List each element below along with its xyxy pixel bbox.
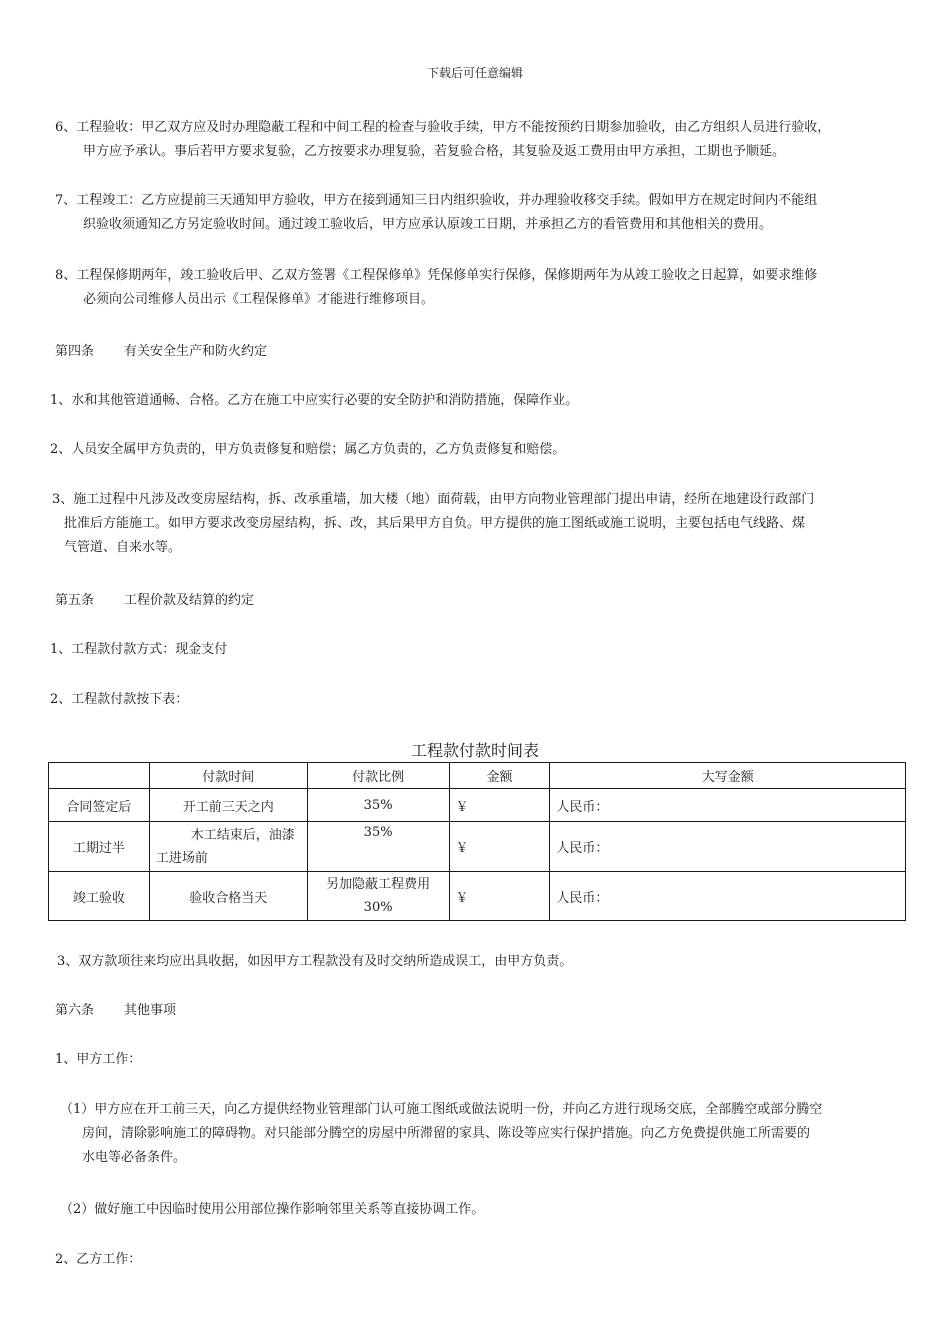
section-4-item-3 — [52, 488, 922, 560]
rmb-cell: 人民币： — [550, 789, 906, 822]
section-4-number: 第四条 — [55, 344, 95, 359]
section-6-sub-1-line3: 水电等必备条件。 — [82, 1150, 187, 1165]
section-6-sub-1-line2: 房间，清除影响施工的障碍物。对只能部分腾空的房屋中所滞留的家具、陈设等应实行保护措施。向乙方免费提供施工所需要的 — [82, 1126, 811, 1141]
section-5-heading — [55, 589, 254, 613]
clause-7 — [55, 189, 925, 237]
payment-table-title: 工程款付款时间表 — [410, 741, 539, 760]
amount-cell: ￥ — [449, 789, 550, 822]
section-5-number: 第五条 — [55, 593, 95, 608]
section-6-item-1: 1、甲方工作： — [55, 1052, 142, 1067]
payment-schedule-table — [48, 762, 906, 921]
table-row — [49, 872, 906, 921]
time-cell: 验收合格当天 — [149, 872, 307, 921]
clause-7-line1: 7、工程竣工：乙方应提前三天通知甲方验收，甲方在接到通知三日内组织验收，并办理验收移交手续。假如甲方在规定时间内不能组 — [55, 193, 818, 208]
time-cell-line1: 木工结束后，油漆 — [190, 827, 295, 843]
clause-8-line2: 必须向公司维修人员出示《工程保修单》才能进行维修项目。 — [83, 292, 435, 307]
section-5-item-1: 1、工程款付款方式：现金支付 — [50, 642, 228, 657]
section-6-number: 第六条 — [55, 1003, 95, 1018]
clause-6 — [55, 116, 925, 164]
header-cell-ratio: 付款比例 — [307, 763, 449, 789]
section-6-sub-2: （2）做好施工中因临时使用公用部位操作影响邻里关系等直接协调工作。 — [60, 1202, 485, 1217]
section-4-item-3-line1: 3、施工过程中凡涉及改变房屋结构，拆、改承重墙，加大楼（地）面荷载，由甲方向物业管理部门提出申请，经所在地建设行政部门 — [52, 492, 815, 507]
clause-8 — [55, 264, 925, 312]
page-header: 下载后可任意编辑 — [426, 66, 523, 80]
section-5-item-2: 2、工程款付款按下表： — [50, 692, 189, 707]
ratio-cell: 35% — [307, 789, 449, 822]
table-row — [49, 789, 906, 822]
time-cell — [149, 822, 307, 872]
ratio-cell — [307, 872, 449, 921]
stage-cell: 竣工验收 — [49, 872, 150, 921]
clause-8-line1: 8、工程保修期两年，竣工验收后甲、乙双方签署《工程保修单》凭保修单实行保修，保修期两年为从竣工验收之日起算，如要求维修 — [55, 268, 818, 283]
section-4-title: 有关安全生产和防火约定 — [124, 344, 268, 359]
clause-6-line2: 甲方应予承认。事后若甲方要求复验，乙方按要求办理复验，若复验合格，其复验及返工费用由甲方承担，工期也予顺延。 — [83, 144, 786, 159]
time-cell-line2: 工进场前 — [155, 850, 208, 866]
header-cell-stage — [49, 763, 150, 789]
ratio-cell-line1: 另加隐蔽工程费用 — [326, 877, 431, 892]
section-4-item-1: 1、水和其他管道通畅、合格。乙方在施工中应实行必要的安全防护和消防措施，保障作业。 — [50, 393, 579, 408]
section-6-item-2: 2、乙方工作： — [55, 1252, 142, 1267]
section-6-heading — [55, 999, 176, 1023]
section-6-sub-1-line1: （1）甲方应在开工前三天，向乙方提供经物业管理部门认可施工图纸或做法说明一份，并向乙方进行现场交底，全部腾空或部分腾空 — [60, 1102, 823, 1117]
section-4-item-3-line2: 批准后方能施工。如甲方要求改变房屋结构，拆、改，其后果甲方自负。甲方提供的施工图纸或施工说明，主要包括电气线路、煤 — [64, 516, 806, 531]
section-6-title: 其他事项 — [124, 1003, 177, 1018]
ratio-cell-line2: 30% — [363, 900, 393, 915]
time-cell: 开工前三天之内 — [149, 789, 307, 822]
table-row — [49, 822, 906, 872]
rmb-cell: 人民币： — [550, 822, 906, 872]
header-cell-time: 付款时间 — [149, 763, 307, 789]
clause-7-line2: 织验收须通知乙方另定验收时间。通过竣工验收后，甲方应承认原竣工日期，并承担乙方的看管费用和其他相关的费用。 — [83, 217, 773, 232]
table-header-row — [49, 763, 906, 789]
amount-cell: ￥ — [449, 822, 550, 872]
clause-6-line1: 6、工程验收：甲乙双方应及时办理隐蔽工程和中间工程的检查与验收手续，甲方不能按预约日期参加验收，由乙方组织人员进行验收， — [55, 120, 831, 135]
section-4-item-2: 2、人员安全属甲方负责的，甲方负责修复和赔偿；属乙方负责的，乙方负责修复和赔偿。 — [50, 442, 566, 457]
section-5-item-3: 3、双方款项往来均应出具收据，如因甲方工程款没有及时交纳所造成误工，由甲方负责。 — [57, 954, 573, 969]
header-cell-amount: 金额 — [449, 763, 550, 789]
amount-cell: ￥ — [449, 872, 550, 921]
section-4-item-3-line3: 气管道、自来水等。 — [64, 540, 182, 555]
stage-cell: 工期过半 — [49, 822, 150, 872]
ratio-cell: 35% — [307, 822, 449, 872]
stage-cell: 合同签定后 — [49, 789, 150, 822]
rmb-cell: 人民币： — [550, 872, 906, 921]
section-6-sub-1 — [60, 1098, 930, 1170]
section-5-title: 工程价款及结算的约定 — [124, 593, 255, 608]
section-4-heading — [55, 340, 267, 364]
header-cell-rmb: 大写金额 — [550, 763, 906, 789]
